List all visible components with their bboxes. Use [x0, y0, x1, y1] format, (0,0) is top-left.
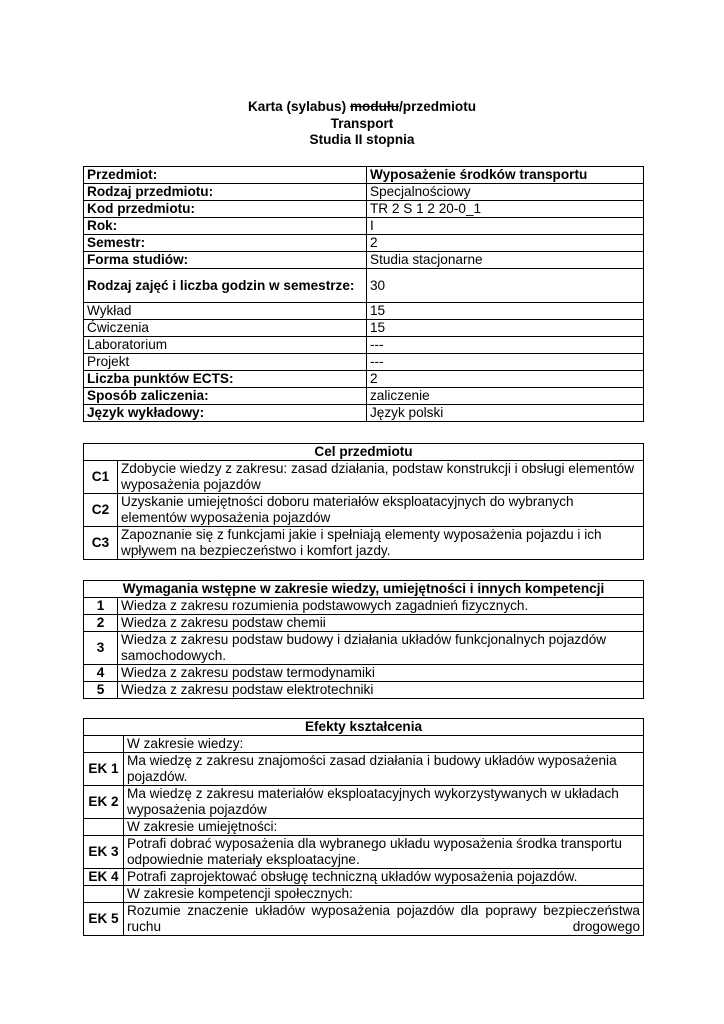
section-label: W zakresie kompetencji społecznych: [124, 886, 644, 903]
info-row: Wykład 15 [84, 303, 644, 320]
course-info-table [83, 166, 644, 422]
goal-row: C2 Uzyskanie umiejętności doboru materiałów eksploatacyjnych do wybranych elementów wyposażenia pojazdów [84, 494, 644, 527]
goal-row: C1 Zdobycie wiedzy z zakresu: zasad działania, podstaw konstrukcji i obsługi elementów wyposażenia pojazdów [84, 461, 644, 494]
header-level: Studia II stopnia [309, 132, 415, 147]
info-row: Ćwiczenia 15 [84, 320, 644, 337]
outcome-row: EK 3 Potrafi dobrać wyposażenia dla wybranego układu wyposażenia środka transportu odpowiednie materiały eksploatacyjne. [84, 836, 644, 869]
info-row: Kod przedmiotu: TR 2 S 1 2 20-0_1 [84, 201, 644, 218]
outcome-row: EK 5 Rozumie znaczenie układów wyposażenia pojazdów dla poprawy bezpieczeństwa ruchu drogowego [84, 903, 644, 936]
outcome-row: EK 1 Ma wiedzę z zakresu znajomości zasad działania i budowy układów wyposażenia pojazdów. [84, 753, 644, 786]
outcomes-table [83, 718, 644, 936]
requirement-row: 3 Wiedza z zakresu podstaw budowy i działania układów funkcjonalnych pojazdów samochodowych. [84, 632, 644, 665]
requirement-row: 5 Wiedza z zakresu podstaw elektrotechniki [84, 682, 644, 699]
outcome-section-row [84, 736, 644, 753]
info-row: Projekt --- [84, 354, 644, 371]
header-title: Karta (sylabus) modułu/przedmiotu [247, 99, 477, 114]
requirements-table [83, 580, 644, 699]
info-row: Rodzaj zajęć i liczba godzin w semestrze: 30 [84, 269, 644, 303]
requirement-row: 4 Wiedza z zakresu podstaw termodynamiki [84, 665, 644, 682]
goals-title: Cel przedmiotu [84, 444, 644, 461]
info-row: Liczba punktów ECTS: 2 [84, 371, 644, 388]
info-row: Forma studiów: Studia stacjonarne [84, 252, 644, 269]
info-row: Język wykładowy: Język polski [84, 405, 644, 422]
requirement-row: 2 Wiedza z zakresu podstaw chemii [84, 615, 644, 632]
requirement-row: 1 Wiedza z zakresu rozumienia podstawowych zagadnień fizycznych. [84, 598, 644, 615]
section-label: W zakresie wiedzy: [124, 736, 644, 753]
outcome-section-row [84, 886, 644, 903]
goal-row: C3 Zapoznanie się z funkcjami jakie i spełniają elementy wyposażenia pojazdu i ich wpływem na bezpieczeństwo i komfort jazdy. [84, 527, 644, 560]
info-row: Rodzaj przedmiotu: Specjalnościowy [84, 184, 644, 201]
info-row: Sposób zaliczenia: zaliczenie [84, 388, 644, 405]
info-row: Laboratorium --- [84, 337, 644, 354]
document-header [0, 99, 724, 149]
outcome-section-row [84, 819, 644, 836]
section-label: W zakresie umiejętności: [124, 819, 644, 836]
header-field: Transport [330, 115, 394, 131]
goals-table [83, 443, 644, 560]
outcome-row: EK 2 Ma wiedzę z zakresu materiałów eksploatacyjnych wykorzystywanych w układach wyposażenia pojazdów [84, 786, 644, 819]
info-row: Rok: I [84, 218, 644, 235]
outcomes-title: Efekty kształcenia [84, 719, 644, 736]
requirements-title: Wymagania wstępne w zakresie wiedzy, umiejętności i innych kompetencji [84, 581, 644, 598]
info-row: Przedmiot: Wyposażenie środków transportu [84, 167, 644, 184]
struck-word: modułu [349, 99, 400, 114]
info-row: Semestr: 2 [84, 235, 644, 252]
outcome-row: EK 4 Potrafi zaprojektować obsługę techniczną układów wyposażenia pojazdów. [84, 869, 644, 886]
